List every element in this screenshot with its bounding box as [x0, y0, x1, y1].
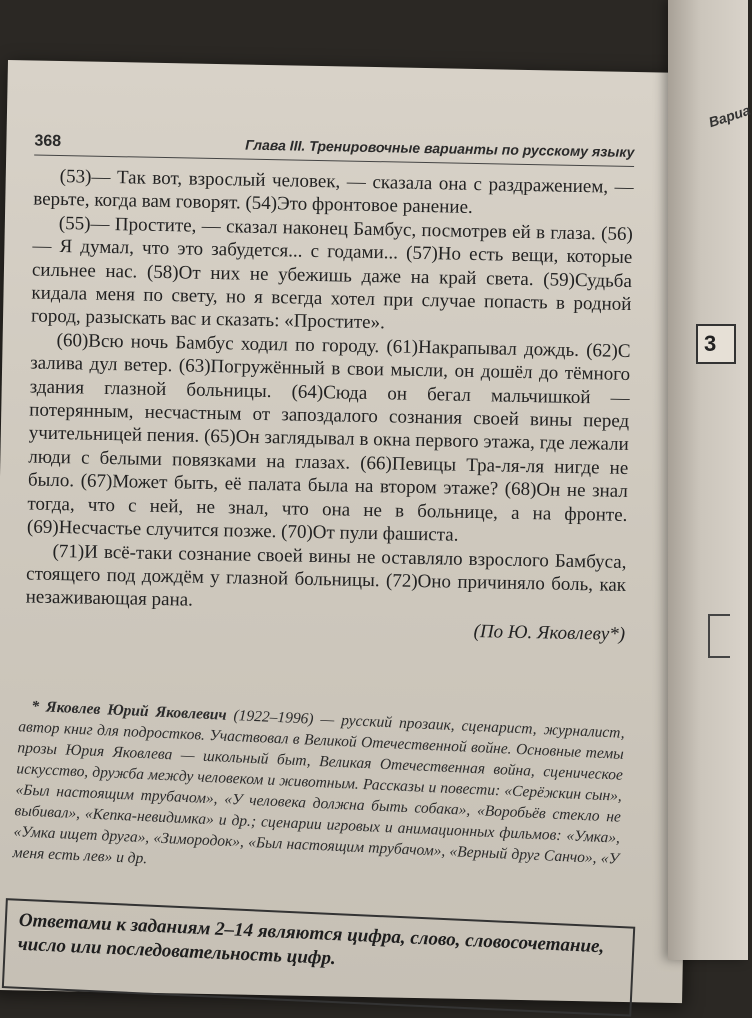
footnote	[12, 695, 625, 890]
footnote-author: * Яковлев Юрий Яковлевич	[30, 697, 227, 724]
paragraph: (60)Всю ночь Бамбус ходил по городу. (61)Накрапывал дождь. (62)С залива дул ветер. (63)Погружённый в свои мысли, он дошёл до тёмного здания глазной больницы. (64)Сюда он бегал мальчишкой — потерянным, несчастным от запоздалого сознания своей вины перед учительницей пения. (65)Он заглядывал в окна первого этажа, где лежали люди с белыми повязками на глазах. (66)Певицы Тра-ля-ля нигде не было. (67)Может быть, её палата была на втором этаже? (68)Он не знал тогда, что с ней, не знал, что она не в больнице, а на фронте. (69)Несчастье случится позже. (70)От пули фашиста.	[26, 329, 631, 546]
book-page	[0, 60, 700, 1003]
attribution: (По Ю. Яковлеву*)	[473, 620, 626, 645]
paragraph: (71)И всё-таки сознание своей вины не оставляло взрослого Бамбуса, стоящего под дождём у глазной больницы. (72)Оно причиняло боль, как незаживающая рана.	[25, 540, 627, 611]
paragraph: (53)— Так вот, взрослый человек, — сказала она с раздражением, — верьте, когда вам говорят. (54)Это фронтовое ранение.	[33, 166, 634, 219]
bracket-mark	[708, 614, 730, 658]
footnote-paragraph	[12, 695, 625, 890]
paragraph: (55)— Простите, — сказал наконец Бамбус, посмотрев ей в глаза. (56)— Я думал, что это забудется... с годами... (57)Но есть вещи, которые сильнее нас. (58)От них не убежишь даже на край света. (59)Судьба кидала меня по свету, но я всегда хотел при случае попасть в родной город, разыскать вас и сказать: «Простите».	[30, 212, 633, 334]
page-number: 368	[34, 132, 62, 151]
task-number-box: 3	[696, 324, 736, 364]
page-header	[34, 133, 634, 168]
footnote-body: (1922–1996) — русский прозаик, сценарист, журналист, автор книг для подростков. Участвовал в Великой Отечественной войне. Основные темы прозы Юрия Яковлева — школьный быт, Великая Отечественная война, сценическое искусство, дружба между человеком и животным. Рассказы и повести: «Серёжкин сын», «Был настоящим трубачом», «У человека должна быть собака», «Воробьёв стекло не выбивал», «Кепка-невидимка» и др.; сценарии игровых и анимационных фильмов: «Умка», «Умка ищет друга», «Зимородок», «Был настоящим трубачом», «Верный друг Санчо», «У меня есть лев» и др.	[12, 706, 626, 868]
adjacent-page	[668, 0, 752, 960]
running-title: Глава III. Тренировочные варианты по русскому языку	[245, 136, 635, 161]
adjacent-running-title: Вариа	[706, 101, 752, 131]
answer-instructions-box: Ответами к заданиям 2–14 являются цифра, слово, словосочетание, число или последовательность цифр.	[2, 898, 635, 1016]
main-text	[25, 165, 634, 647]
